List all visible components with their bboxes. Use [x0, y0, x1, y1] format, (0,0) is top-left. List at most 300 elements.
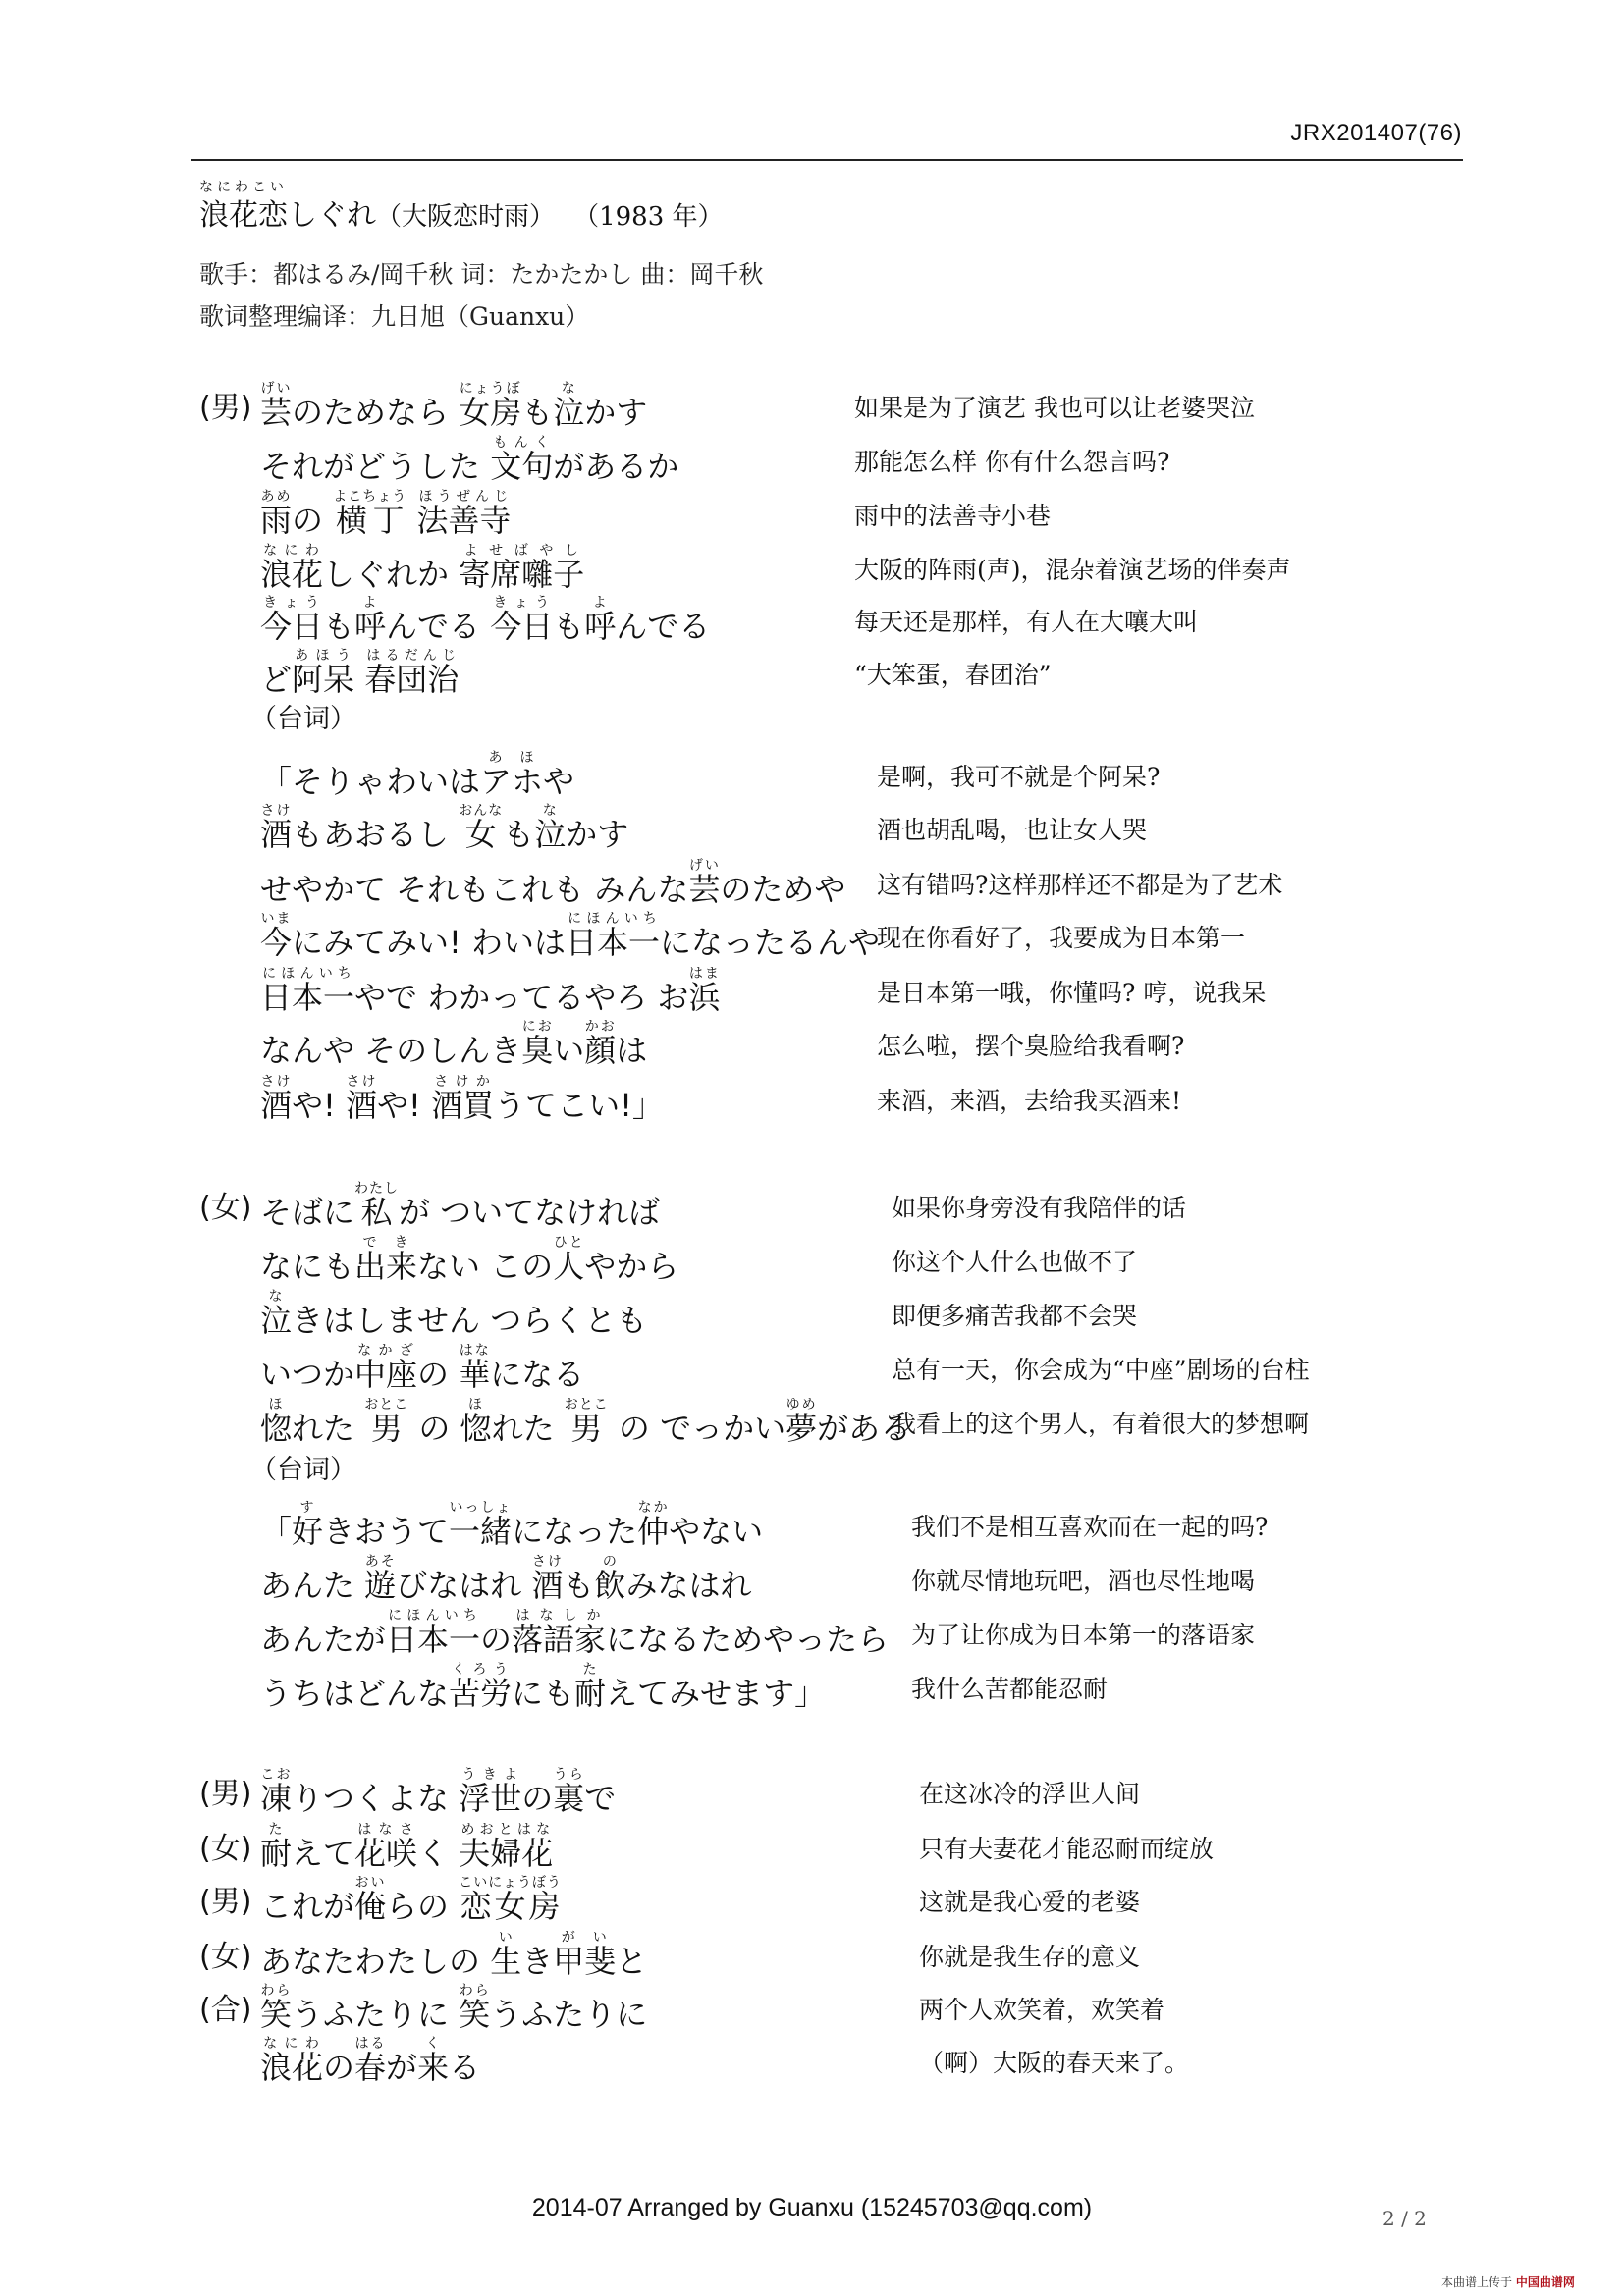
ruby-word	[553, 1235, 585, 1285]
japanese-lyric	[260, 1822, 554, 1872]
kana-text: で	[584, 1780, 617, 1817]
japanese-lyric	[260, 1662, 827, 1712]
japanese-lyric	[260, 1983, 648, 2033]
furigana: よ	[354, 595, 387, 611]
kana-text	[406, 502, 416, 539]
document-id: JRX201407(76)	[1290, 120, 1462, 146]
ruby-word	[553, 381, 585, 431]
kanji-base: 笑	[459, 1996, 491, 2033]
lyric-row	[0, 1389, 1624, 1447]
kana-text: のためや	[720, 871, 846, 908]
japanese-lyric	[260, 489, 512, 539]
chinese-translation: 总有一天，你会成为“中座”剧场的台柱	[892, 1356, 1310, 1384]
kanji-base: 泣	[260, 1302, 293, 1339]
ruby-word	[260, 803, 293, 853]
ruby-word	[574, 1662, 607, 1712]
furigana: はる	[354, 2036, 387, 2052]
ruby-word	[459, 1983, 491, 2033]
chinese-translation: 你就是我生存的意义	[919, 1943, 1141, 1971]
chinese-translation: （啊）大阪的春天来了。	[919, 2049, 1190, 2077]
kanji-base: 苦労	[449, 1675, 513, 1712]
lyric-row	[0, 1546, 1624, 1604]
furigana: あほ	[480, 750, 544, 766]
furigana: こお	[260, 1767, 293, 1783]
kanji-base: 人	[553, 1248, 585, 1285]
furigana: にほんいち	[386, 1608, 481, 1624]
kana-text: びなはれ	[396, 1567, 532, 1604]
ruby-word	[531, 1554, 564, 1604]
kanji-base: 甲斐	[553, 1943, 617, 1980]
ruby-word	[584, 1019, 617, 1069]
lyric-row	[0, 1173, 1624, 1231]
kana-text: の	[292, 502, 334, 539]
japanese-lyric	[260, 750, 575, 800]
lyric-row	[0, 1335, 1624, 1393]
ruby-word	[260, 1822, 293, 1872]
chinese-translation: 只有夫妻花才能忍耐而绽放	[919, 1835, 1215, 1863]
ruby-word	[260, 1983, 293, 2033]
chinese-translation: 这有错吗?这样那样还不都是为了艺术	[877, 871, 1283, 899]
kanji-base: 凍	[260, 1780, 293, 1817]
ruby-word	[260, 911, 293, 961]
japanese-lyric	[260, 1289, 648, 1339]
kana-text: きおうて	[323, 1513, 450, 1550]
furigana: なにわ	[260, 543, 323, 559]
kanji-base: 中座	[354, 1356, 418, 1393]
ruby-word	[449, 1662, 513, 1712]
kanji-base: 華	[459, 1356, 491, 1393]
singer-role: (女)	[199, 1832, 252, 1866]
ruby-word	[688, 966, 721, 1016]
title-block	[199, 179, 724, 237]
kana-text: も	[563, 1567, 595, 1604]
ruby-word	[260, 381, 293, 431]
kana-text: が ついてなければ	[399, 1194, 661, 1231]
furigana: ゆめ	[785, 1397, 818, 1413]
chinese-translation: 是日本第一哦，你懂吗? 哼，说我呆	[877, 979, 1267, 1007]
kana-text: んでる	[616, 608, 711, 645]
chinese-translation: 如果你身旁没有我陪伴的话	[892, 1194, 1187, 1222]
furigana: さけ	[346, 1074, 378, 1090]
ruby-word	[584, 595, 617, 645]
kana-text: かす	[584, 394, 648, 431]
kana-text: になったるんや	[660, 924, 881, 961]
kana-text: や!	[292, 1087, 347, 1124]
chinese-translation: 我看上的这个男人，有着很大的梦想啊	[892, 1410, 1310, 1438]
dialogue-label-1: （台词）	[250, 704, 356, 734]
kana-text: あんた	[260, 1567, 365, 1604]
kanji-base: 来	[417, 2049, 450, 2086]
kana-text: も	[553, 608, 585, 645]
furigana: す	[292, 1500, 324, 1516]
kana-text: きはしません つらくとも	[292, 1302, 648, 1339]
kanji-base: 飲	[594, 1567, 626, 1604]
kanji-base: 私	[354, 1194, 399, 1231]
kana-text: かす	[566, 816, 629, 853]
japanese-lyric	[260, 966, 721, 1016]
ruby-word	[354, 1343, 418, 1393]
kanji-base: 文句	[490, 448, 554, 485]
japanese-lyric	[260, 911, 881, 961]
kana-text: が	[386, 2049, 418, 2086]
lyric-row	[0, 640, 1624, 698]
singer-role: (合)	[199, 1993, 252, 2027]
ruby-word	[785, 1397, 818, 1447]
furigana: い	[490, 1930, 522, 1946]
japanese-lyric	[260, 648, 460, 698]
kana-text: 「そりゃわいは	[260, 763, 481, 800]
lyric-row	[0, 1600, 1624, 1658]
ruby-word	[417, 2036, 450, 2086]
chinese-translation: 我们不是相互喜欢而在一起的吗?	[911, 1513, 1269, 1541]
ruby-word	[260, 966, 355, 1016]
ruby-word	[459, 803, 504, 853]
japanese-lyric	[260, 1767, 617, 1817]
ruby-word	[490, 435, 554, 485]
japanese-lyric	[260, 595, 711, 645]
kana-text: もあおるし	[292, 816, 460, 853]
kanji-base: 出来	[354, 1248, 418, 1285]
ruby-word	[594, 1554, 626, 1604]
kana-text: の	[480, 1621, 513, 1658]
furigana: にほんいち	[260, 966, 354, 982]
upload-prefix: 本曲谱上传于	[1441, 2275, 1513, 2289]
kana-text: あなたわたしの	[260, 1943, 491, 1980]
furigana: にお	[521, 1019, 554, 1035]
compiler-line: 歌词整理编译：九日旭（Guanxu）	[199, 302, 590, 331]
kanji-base: 惚	[260, 1410, 293, 1447]
kanji-base: 横丁	[333, 502, 407, 539]
kanji-base: 夢	[785, 1410, 818, 1447]
kanji-base: 今	[260, 924, 293, 961]
chinese-translation: 如果是为了演艺 我也可以让老婆哭泣	[854, 394, 1255, 422]
chinese-translation: 是啊，我可不就是个阿呆?	[877, 763, 1161, 791]
ruby-word	[364, 1554, 397, 1604]
kanji-base: 恋女房	[459, 1888, 562, 1925]
kana-text: も	[503, 816, 535, 853]
japanese-lyric	[260, 1343, 585, 1393]
kanji-base: 笑	[260, 1996, 293, 2033]
furigana: こいにょうぼう	[459, 1875, 562, 1891]
kanji-base: 今日	[490, 608, 554, 645]
footer-credit: 2014-07 Arranged by Guanxu (15245703@qq.com)	[531, 2194, 1093, 2221]
kana-text: みなはれ	[625, 1567, 752, 1604]
chinese-translation: 即便多痛苦我都不会哭	[892, 1302, 1138, 1330]
japanese-lyric	[260, 2036, 481, 2086]
furigana: きょう	[490, 595, 554, 611]
kanji-base: 酒買	[431, 1087, 495, 1124]
furigana: さけ	[260, 803, 293, 819]
furigana: なか	[637, 1500, 670, 1516]
ruby-word	[688, 858, 721, 908]
kana-text: も	[323, 608, 355, 645]
furigana: く	[417, 2036, 450, 2052]
kanji-base: 日本一	[260, 979, 355, 1016]
kanji-base: 顔	[584, 1032, 617, 1069]
kanji-base: 女房	[459, 394, 522, 431]
kana-text: にも	[512, 1675, 575, 1712]
japanese-lyric	[260, 1608, 890, 1658]
lyric-row	[0, 1975, 1624, 2033]
furigana: はま	[688, 966, 721, 982]
furigana: くろう	[449, 1662, 513, 1678]
ruby-word	[292, 648, 355, 698]
furigana: いっしょ	[449, 1500, 513, 1516]
ruby-word	[260, 1289, 293, 1339]
kana-text: の でっかい	[608, 1410, 786, 1447]
ruby-word	[354, 595, 387, 645]
ruby-word	[460, 1397, 492, 1447]
upload-watermark	[1441, 2273, 1575, 2290]
kana-text: にみてみい! わいは	[292, 924, 567, 961]
kana-text: や	[543, 763, 575, 800]
lyric-row	[0, 1227, 1624, 1285]
kana-text	[354, 661, 364, 698]
kana-text: りつくよな	[292, 1780, 460, 1817]
ruby-word	[364, 1397, 409, 1447]
furigana: おとこ	[364, 1397, 409, 1413]
furigana: あほう	[292, 648, 355, 664]
kana-text: それがどうした	[260, 448, 491, 485]
kanji-base: 浪花	[260, 556, 324, 593]
kana-text: や!	[377, 1087, 432, 1124]
japanese-lyric	[260, 1500, 764, 1550]
chinese-translation: 大阪的阵雨(声)，混杂着演艺场的伴奏声	[854, 556, 1291, 584]
furigana: な	[534, 803, 567, 819]
japanese-lyric	[260, 1181, 661, 1231]
furigana: うきよ	[459, 1767, 522, 1783]
furigana: の	[594, 1554, 626, 1570]
kana-text: になった	[512, 1513, 638, 1550]
kanji-base: 一緒	[449, 1513, 513, 1550]
ruby-word	[416, 489, 512, 539]
lyric-row	[0, 1814, 1624, 1872]
kanji-base: 雨	[260, 502, 293, 539]
japanese-lyric	[260, 1930, 648, 1980]
kana-text: 「	[260, 1513, 293, 1550]
ruby-word	[354, 1235, 418, 1285]
kanji-base: 耐	[260, 1835, 293, 1872]
furigana: はなさ	[354, 1822, 418, 1838]
kanji-base: 耐	[574, 1675, 607, 1712]
lyric-row	[0, 427, 1624, 485]
furigana: がい	[553, 1930, 617, 1946]
kanji-base: 惚	[460, 1410, 492, 1447]
credits-line: 歌手：都はるみ/岡千秋 词：たかたかし 曲：岡千秋	[199, 260, 764, 289]
kanji-base: 酒	[346, 1087, 378, 1124]
upload-brand: 中国曲谱网	[1515, 2275, 1575, 2289]
ruby-word	[260, 2036, 324, 2086]
lyric-row	[0, 1011, 1624, 1069]
ruby-word	[459, 1822, 554, 1872]
furigana: さけか	[431, 1074, 495, 1090]
kanji-base: 泣	[553, 394, 585, 431]
furigana: おとこ	[564, 1397, 609, 1413]
kana-text: やない	[669, 1513, 764, 1550]
kanji-base: 芸	[260, 394, 293, 431]
ruby-word	[333, 489, 407, 539]
chinese-translation: 雨中的法善寺小巷	[854, 502, 1052, 530]
kanji-base: 浮世	[459, 1780, 522, 1817]
lyric-row	[0, 1492, 1624, 1550]
lyric-row	[0, 1922, 1624, 1980]
furigana: いま	[260, 911, 293, 927]
kana-text: き	[521, 1943, 554, 1980]
ruby-word	[260, 595, 324, 645]
furigana: ひと	[553, 1235, 585, 1251]
furigana: にょうぼ	[459, 381, 522, 397]
furigana: げい	[260, 381, 293, 397]
kana-text: あんたが	[260, 1621, 387, 1658]
furigana: た	[574, 1662, 607, 1678]
japanese-lyric	[260, 858, 846, 908]
ruby-word	[292, 1500, 324, 1550]
chinese-translation: 这就是我心爱的老婆	[919, 1888, 1141, 1916]
lyric-row	[0, 1281, 1624, 1339]
kana-text: れた	[491, 1410, 565, 1447]
kana-text: になるためやったら	[606, 1621, 890, 1658]
kanji-base: 芸	[688, 871, 721, 908]
lyric-row	[0, 481, 1624, 539]
kana-text: せやかて それもこれも みんな	[260, 871, 689, 908]
kana-text: れた	[292, 1410, 365, 1447]
furigana: よせばやし	[459, 543, 585, 559]
japanese-lyric	[260, 1554, 752, 1604]
furigana: よこちょう	[333, 489, 407, 505]
singer-role: (女)	[199, 1191, 252, 1225]
japanese-lyric	[260, 1397, 912, 1447]
kanji-base: 好	[292, 1513, 324, 1550]
title-main: 浪花恋しぐれ	[199, 198, 376, 233]
chinese-translation: 我什么苦都能忍耐	[911, 1675, 1109, 1703]
kana-text: なんや そのしんき	[260, 1032, 522, 1069]
kana-text: がある	[817, 1410, 912, 1447]
lyric-row	[0, 1654, 1624, 1712]
ruby-word	[459, 1767, 522, 1817]
kana-text: いつか	[260, 1356, 355, 1393]
chinese-translation: 在这冰冷的浮世人间	[919, 1780, 1141, 1808]
kana-text: これが	[260, 1888, 355, 1925]
kanji-base: 俺	[354, 1888, 387, 1925]
lyric-row	[0, 1759, 1624, 1817]
japanese-lyric	[260, 1074, 664, 1124]
furigana: わたし	[354, 1181, 400, 1197]
page-title	[199, 196, 724, 237]
ruby-word	[431, 1074, 495, 1124]
lyric-row	[0, 535, 1624, 593]
kanji-base: 花咲	[354, 1835, 418, 1872]
kanji-base: 落語家	[512, 1621, 607, 1658]
kanji-base: 酒	[260, 1087, 293, 1124]
kana-text: になる	[490, 1356, 585, 1393]
furigana: おんな	[459, 803, 504, 819]
kanji-base: 日本一	[386, 1621, 481, 1658]
kanji-base: 日本一	[566, 924, 661, 961]
furigana: でき	[354, 1235, 418, 1251]
kanji-base: 呼	[584, 608, 617, 645]
ruby-word	[354, 1822, 418, 1872]
kanji-base: 寄席囃子	[459, 556, 585, 593]
kanji-base: 阿呆	[292, 661, 355, 698]
ruby-word	[490, 1930, 522, 1980]
kana-text: しぐれか	[323, 556, 460, 593]
furigana: なかざ	[354, 1343, 418, 1359]
kanji-base: 泣	[534, 816, 567, 853]
ruby-word	[459, 1343, 491, 1393]
furigana: はるだんじ	[364, 648, 460, 664]
kana-text: そばに	[260, 1194, 355, 1231]
kana-text: うてこい!」	[494, 1087, 664, 1124]
kanji-base: 男	[564, 1410, 609, 1447]
ruby-word	[459, 1875, 562, 1925]
furigana: な	[260, 1289, 292, 1305]
japanese-lyric	[260, 1875, 562, 1925]
ruby-word	[534, 803, 567, 853]
chinese-translation: 两个人欢笑着，欢笑着	[919, 1996, 1165, 2024]
kana-text: く	[417, 1835, 460, 1872]
japanese-lyric	[260, 381, 648, 431]
chinese-translation: 怎么啦，摆个臭脸给我看啊?	[877, 1032, 1185, 1060]
ruby-word	[566, 911, 661, 961]
kana-text: の	[521, 1780, 554, 1817]
furigana: はなしか	[512, 1608, 607, 1624]
kanji-base: 浪花	[260, 2049, 324, 2086]
page-number: 2 / 2	[1382, 2207, 1427, 2230]
kana-text: の	[323, 2049, 355, 2086]
kanji-base: 酒	[260, 816, 293, 853]
kanji-base: 裏	[553, 1780, 585, 1817]
ruby-word	[564, 1397, 609, 1447]
furigana: ほうぜんじ	[416, 489, 512, 505]
kanji-base: 男	[364, 1410, 409, 1447]
kana-text: のためなら	[292, 394, 460, 431]
chinese-translation: 每天还是那样，有人在大嚷大叫	[854, 608, 1199, 636]
ruby-word	[260, 489, 293, 539]
ruby-word	[449, 1500, 513, 1550]
kana-text: やで わかってるやろ お	[354, 979, 689, 1016]
japanese-lyric	[260, 1235, 679, 1285]
japanese-lyric	[260, 1019, 648, 1069]
ruby-word	[354, 2036, 387, 2086]
title-ruby: なにわこい	[199, 180, 288, 195]
kanji-base: 臭	[521, 1032, 554, 1069]
kanji-base: 浜	[688, 979, 721, 1016]
lyric-row	[0, 587, 1624, 645]
kanji-base: 夫婦花	[459, 1835, 554, 1872]
singer-role: (男)	[199, 1777, 252, 1811]
kana-text: い	[553, 1032, 585, 1069]
ruby-word	[553, 1930, 617, 1980]
ruby-word	[354, 1181, 400, 1231]
furigana: ほ	[460, 1397, 492, 1413]
chinese-translation: 酒也胡乱喝，也让女人哭	[877, 816, 1148, 844]
kanji-base: 春団治	[364, 661, 460, 698]
chinese-translation: 你就尽情地玩吧，酒也尽性地喝	[911, 1567, 1256, 1595]
furigana: さけ	[531, 1554, 564, 1570]
dialogue-label-2: （台词）	[250, 1455, 356, 1485]
ruby-word	[354, 1875, 387, 1925]
furigana: わら	[260, 1983, 293, 1999]
furigana: た	[260, 1822, 292, 1838]
kana-text: があるか	[553, 448, 679, 485]
lyric-row	[0, 850, 1624, 908]
furigana: あそ	[364, 1554, 397, 1570]
kana-text: は	[616, 1032, 648, 1069]
kanji-base: 法善寺	[416, 502, 512, 539]
lyric-row	[0, 795, 1624, 853]
ruby-word	[490, 595, 554, 645]
ruby-word	[512, 1608, 607, 1658]
